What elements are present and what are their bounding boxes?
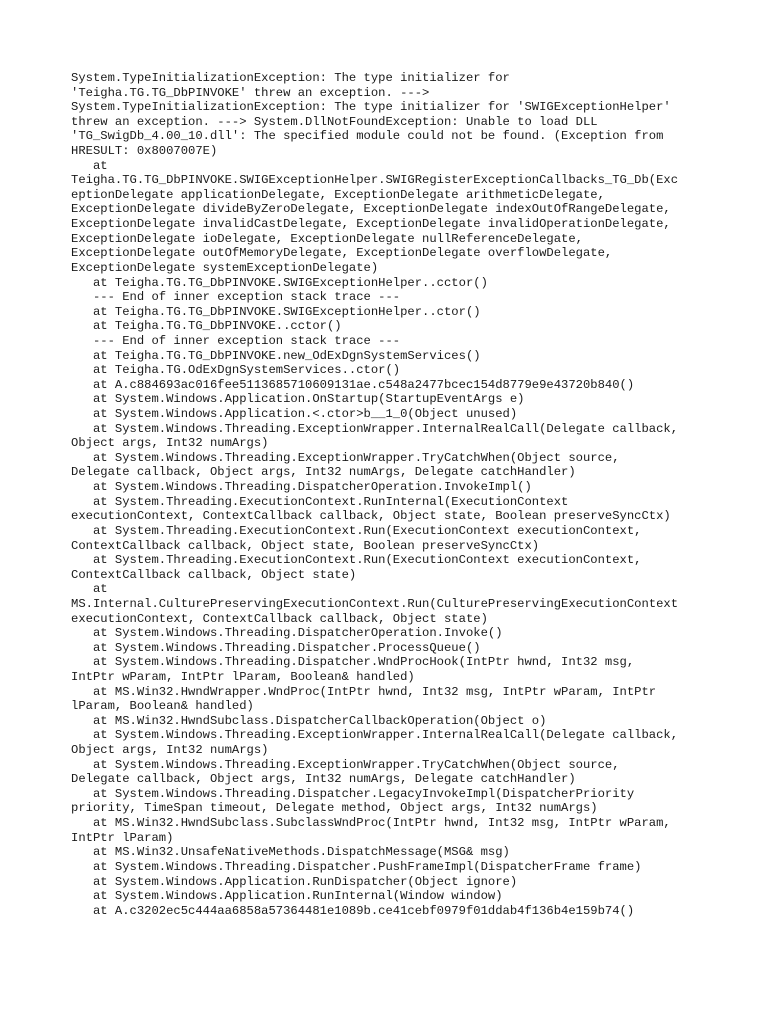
trace-line: at Teigha.TG.TG_DbPINVOKE.SWIGExceptionHelper..ctor() xyxy=(71,304,481,319)
trace-line: at System.Windows.Threading.ExceptionWrapper.InternalRealCall(Delegate callback, xyxy=(71,728,679,743)
trace-line: at System.Windows.Threading.Dispatcher.PushFrameImpl(DispatcherFrame frame) xyxy=(71,859,642,874)
trace-line: --- End of inner exception stack trace --- xyxy=(71,333,401,348)
trace-line: at System.Windows.Threading.ExceptionWrapper.TryCatchWhen(Object source, xyxy=(71,450,620,465)
trace-line: at A.c3202ec5c444aa6858a57364481e1089b.ce41cebf0979f01ddab4f136b4e159b74() xyxy=(71,903,635,918)
trace-line: eptionDelegate applicationDelegate, ExceptionDelegate arithmeticDelegate, xyxy=(71,187,605,202)
trace-line: at MS.Win32.HwndSubclass.SubclassWndProc(IntPtr hwnd, Int32 msg, IntPtr wParam, xyxy=(71,816,671,831)
trace-line: at System.Windows.Threading.Dispatcher.WndProcHook(IntPtr hwnd, Int32 msg, xyxy=(71,655,635,670)
trace-line: at Teigha.TG.OdExDgnSystemServices..ctor() xyxy=(71,363,401,378)
trace-line: executionContext, ContextCallback callback, Object state, Boolean preserveSyncCtx) xyxy=(71,509,671,524)
trace-line: ContextCallback callback, Object state) xyxy=(71,567,357,582)
trace-line: executionContext, ContextCallback callback, Object state) xyxy=(71,611,488,626)
trace-line: System.TypeInitializationException: The type initializer for 'SWIGExceptionHelper' xyxy=(71,100,671,115)
trace-line: System.TypeInitializationException: The type initializer for xyxy=(71,71,510,85)
trace-line: at MS.Win32.UnsafeNativeMethods.DispatchMessage(MSG& msg) xyxy=(71,845,510,860)
trace-line: MS.Internal.CulturePreservingExecutionContext.Run(CulturePreservingExecutionContext xyxy=(71,596,679,611)
trace-line: lParam, Boolean& handled) xyxy=(71,699,254,714)
trace-line: at System.Windows.Application.OnStartup(StartupEventArgs e) xyxy=(71,392,525,407)
trace-line: at xyxy=(71,158,108,173)
trace-line: at System.Windows.Threading.DispatcherOperation.Invoke() xyxy=(71,626,503,641)
trace-line: at System.Windows.Threading.Dispatcher.ProcessQueue() xyxy=(71,640,481,655)
trace-line: at System.Windows.Application.RunDispatcher(Object ignore) xyxy=(71,874,518,889)
trace-line: at System.Windows.Threading.ExceptionWrapper.TryCatchWhen(Object source, xyxy=(71,757,620,772)
trace-line: at System.Windows.Application.<.ctor>b__1_0(Object unused) xyxy=(71,407,518,422)
trace-line: ExceptionDelegate invalidCastDelegate, ExceptionDelegate invalidOperationDelegate, xyxy=(71,217,671,232)
trace-line: at System.Threading.ExecutionContext.Run(ExecutionContext executionContext, xyxy=(71,553,642,568)
trace-line: at System.Windows.Threading.DispatcherOperation.InvokeImpl() xyxy=(71,480,532,495)
trace-line: 'TG_SwigDb_4.00_10.dll': The specified module could not be found. (Exception from xyxy=(71,129,664,144)
trace-line: ExceptionDelegate ioDelegate, ExceptionDelegate nullReferenceDelegate, xyxy=(71,231,583,246)
trace-line: ContextCallback callback, Object state, Boolean preserveSyncCtx) xyxy=(71,538,540,553)
trace-line: at Teigha.TG.TG_DbPINVOKE..cctor() xyxy=(71,319,342,334)
trace-line: Teigha.TG.TG_DbPINVOKE.SWIGExceptionHelper.SWIGRegisterExceptionCallbacks_TG_Db(Exc xyxy=(71,173,679,188)
trace-line: Object args, Int32 numArgs) xyxy=(71,743,269,758)
trace-line: at A.c884693ac016fee5113685710609131ae.c548a2477bcec154d8779e9e43720b840() xyxy=(71,377,635,392)
trace-line: IntPtr wParam, IntPtr lParam, Boolean& handled) xyxy=(71,669,415,684)
exception-stack-trace xyxy=(71,71,761,918)
trace-line: at System.Windows.Application.RunInternal(Window window) xyxy=(71,889,503,904)
trace-line: ExceptionDelegate outOfMemoryDelegate, ExceptionDelegate overflowDelegate, xyxy=(71,246,613,261)
trace-line: at xyxy=(71,582,108,597)
trace-line: at System.Windows.Threading.ExceptionWrapper.InternalRealCall(Delegate callback, xyxy=(71,421,679,436)
trace-line: at Teigha.TG.TG_DbPINVOKE.new_OdExDgnSystemServices() xyxy=(71,348,481,363)
trace-line: --- End of inner exception stack trace --- xyxy=(71,290,401,305)
trace-line: IntPtr lParam) xyxy=(71,830,174,845)
trace-line: ExceptionDelegate systemExceptionDelegate) xyxy=(71,260,379,275)
trace-line: Delegate callback, Object args, Int32 numArgs, Delegate catchHandler) xyxy=(71,465,576,480)
trace-line: at MS.Win32.HwndWrapper.WndProc(IntPtr hwnd, Int32 msg, IntPtr wParam, IntPtr xyxy=(71,684,657,699)
trace-line: at System.Threading.ExecutionContext.RunInternal(ExecutionContext xyxy=(71,494,569,509)
trace-line: Delegate callback, Object args, Int32 numArgs, Delegate catchHandler) xyxy=(71,772,576,787)
trace-line: at System.Threading.ExecutionContext.Run(ExecutionContext executionContext, xyxy=(71,523,642,538)
trace-line: HRESULT: 0x8007007E) xyxy=(71,144,218,159)
trace-line: at MS.Win32.HwndSubclass.DispatcherCallbackOperation(Object o) xyxy=(71,713,547,728)
trace-line: priority, TimeSpan timeout, Delegate method, Object args, Int32 numArgs) xyxy=(71,801,598,816)
trace-line: at System.Windows.Threading.Dispatcher.LegacyInvokeImpl(DispatcherPriority xyxy=(71,786,635,801)
trace-line: 'Teigha.TG.TG_DbPINVOKE' threw an exception. ---> xyxy=(71,85,430,100)
trace-line: Object args, Int32 numArgs) xyxy=(71,436,269,451)
trace-line: threw an exception. ---> System.DllNotFoundException: Unable to load DLL xyxy=(71,114,598,129)
trace-line: at Teigha.TG.TG_DbPINVOKE.SWIGExceptionHelper..cctor() xyxy=(71,275,488,290)
trace-line: ExceptionDelegate divideByZeroDelegate, ExceptionDelegate indexOutOfRangeDelegate, xyxy=(71,202,671,217)
